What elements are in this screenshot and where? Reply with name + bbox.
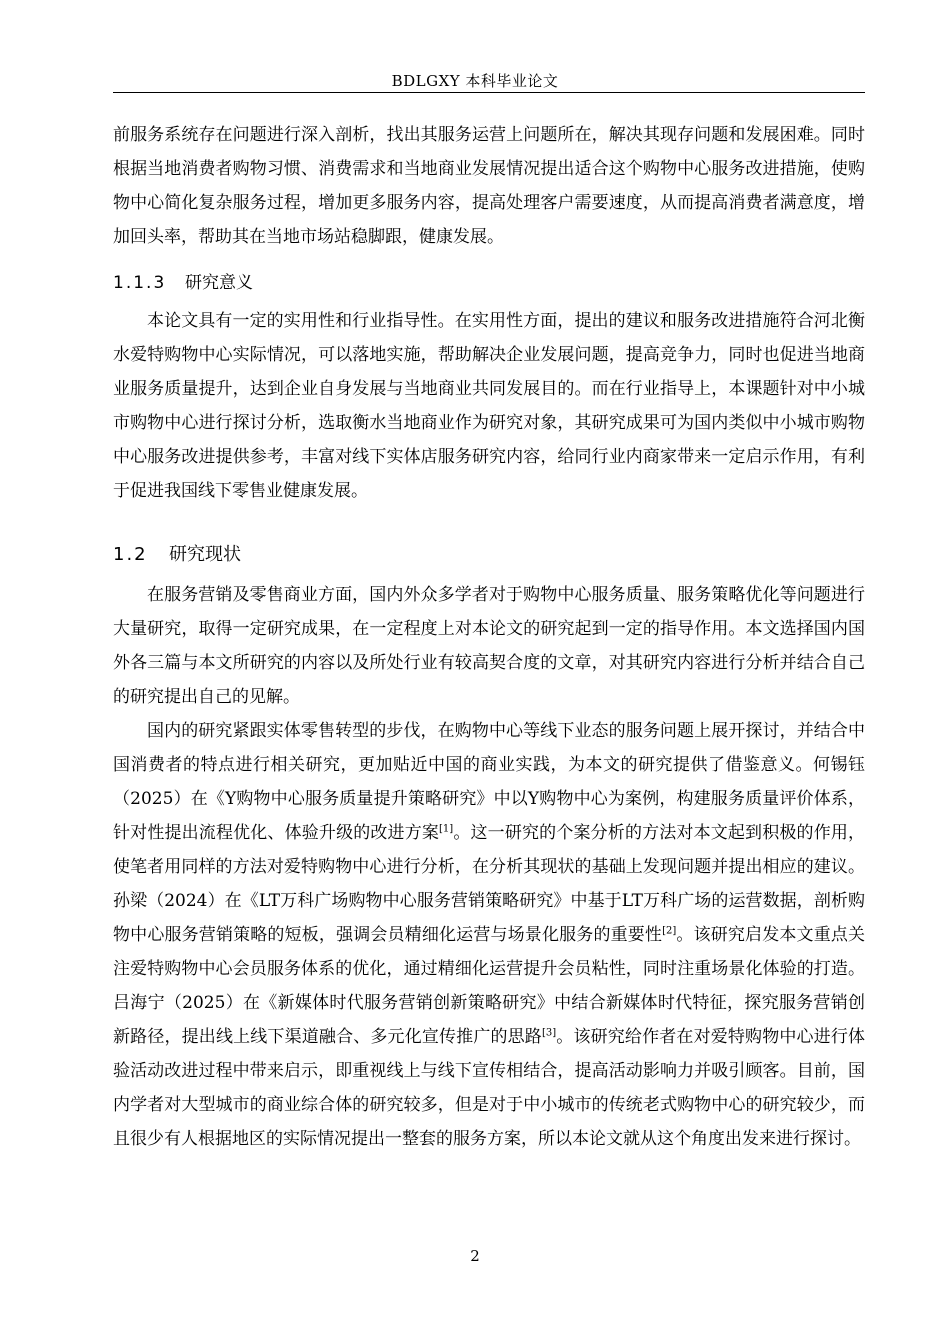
section-title: 研究现状 (169, 544, 241, 565)
section-title: 研究意义 (185, 273, 253, 293)
intro-paragraph: 前服务系统存在问题进行深入剖析，找出其服务运营上问题所在，解决其现存问题和发展困难。同时根据当地消费者购物习惯、消费需求和当地商业发展情况提出适合这个购物中心服务改进措施，使购物中心简化复杂服务过程，增加更多服务内容，提高处理客户需要速度，从而提高消费者满意度，增加回头率，帮助其在当地市场站稳脚跟，健康发展。 (113, 125, 865, 247)
paragraph-text: 。该研究给作者在对爱特购物中心进行体验活动改进过程中带来启示，即重视线上与线下宣传相结合，提高活动影响力并吸引顾客。目前，国内学者对大型城市的商业综合体的研究较多，但是对于中小城市的传统老式购物中心的研究较少，而且很少有人根据地区的实际情况提出一整套的服务方案，所以本论文就从这个角度出发来进行探讨。 (113, 1027, 865, 1149)
section-heading-1-1-3 (113, 266, 865, 300)
paragraph-text: 。该研究启发本文重点关注爱特购物中心会员服务体系的优化，通过精细化运营提升会员粘性，同时注重场景化体验的打造。吕海宁（2025）在《新媒体时代服务营销创新策略研究》中结合新媒体时代特征，探究服务营销创新路径，提出线上线下渠道融合、多元化宣传推广的思路 (113, 925, 866, 1047)
section-number: 1.1.3 (113, 273, 167, 293)
paragraph-text: 国内的研究紧跟实体零售转型的步伐，在购物中心等线下业态的服务问题上展开探讨，并结合中国消费者的特点进行相关研究，更加贴近中国的商业实践，为本文的研究提供了借鉴意义。何锡钰（2025）在《Y购物中心服务质量提升策略研究》中以Y购物中心为案例，构建服务质量评价体系，针对性提出流程优化、体验升级的改进方案 (113, 721, 865, 843)
significance-paragraph: 本论文具有一定的实用性和行业指导性。在实用性方面，提出的建议和服务改进措施符合河北衡水爱特购物中心实际情况，可以落地实施，帮助解决企业发展问题，提高竞争力，同时也促进当地商业服务质量提升，达到企业自身发展与当地商业共同发展目的。而在行业指导上，本课题针对中小城市购物中心进行探讨分析，选取衡水当地商业作为研究对象，其研究成果可为国内类似中小城市购物中心服务改进提供参考，丰富对线下实体店服务研究内容，给同行业内商家带来一定启示作用，有利于促进我国线下零售业健康发展。 (113, 311, 865, 501)
running-header: BDLGXY 本科毕业论文 (391, 72, 559, 90)
citation-1: [1] (439, 823, 454, 835)
status-paragraph-2 (113, 714, 865, 1156)
section-number: 1.2 (113, 544, 148, 565)
header-divider (113, 92, 865, 93)
section-heading-1-2 (113, 538, 865, 572)
paragraph-text: 。这一研究的个案分析的方法对本文起到积极的作用，使笔者用同样的方法对爱特购物中心进行分析，在分析其现状的基础上发现问题并提出相应的建议。孙梁（2024）在《LT万科广场购物中心服务营销策略研究》中基于LT万科广场的运营数据，剖析购物中心服务营销策略的短板，强调会员精细化运营与场景化服务的重要性 (113, 823, 866, 945)
citation-3: [3] (541, 1027, 557, 1039)
page-number: 2 (470, 1247, 480, 1265)
status-paragraph-1: 在服务营销及零售商业方面，国内外众多学者对于购物中心服务质量、服务策略优化等问题进行大量研究，取得一定研究成果，在一定程度上对本论文的研究起到一定的指导作用。本文选择国内国外各三篇与本文所研究的内容以及所处行业有较高契合度的文章，对其研究内容进行分析并结合自己的研究提出自己的见解。 (113, 585, 865, 707)
page-body (113, 118, 865, 1156)
citation-2: [2] (662, 925, 677, 937)
